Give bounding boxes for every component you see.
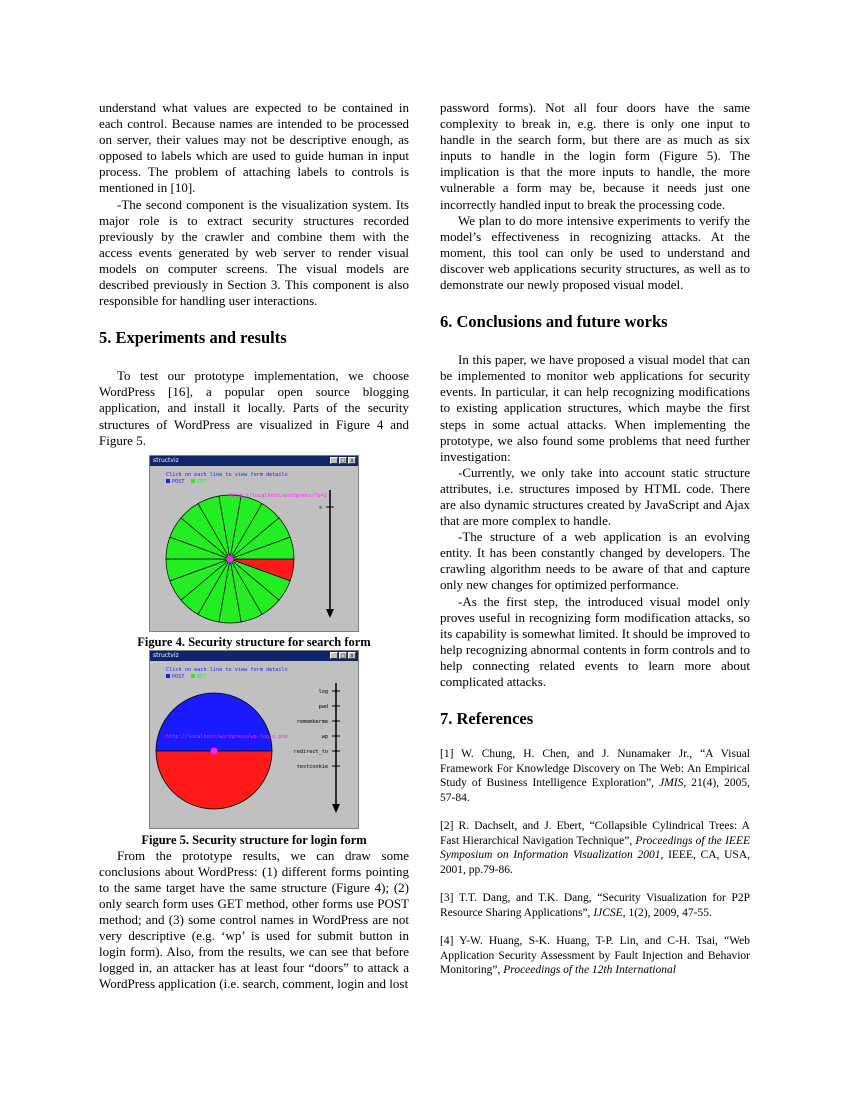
reference-venue: JMIS: [659, 777, 684, 790]
reference-text: [440, 819, 750, 877]
reference-text: [440, 934, 750, 978]
input-label: log: [318, 688, 328, 695]
post-legend-swatch: [166, 479, 170, 483]
get-legend-swatch: [191, 479, 195, 483]
figure-4: [99, 455, 409, 650]
form-hub[interactable]: [227, 555, 234, 562]
reference-text: [440, 891, 750, 920]
form-pie[interactable]: [156, 693, 272, 809]
reference-item: [440, 747, 750, 805]
input-label: testcookie: [296, 763, 328, 770]
paragraph: In this paper, we have proposed a visual model that can be implemented to monitor web applications for security events. In particular, it can help recognizing modifications to existing application structures, which maybe the first steps in some actual attacks. When implementing the prototype, we also found some problems that need further investigation:: [440, 352, 750, 464]
form-hub[interactable]: [211, 747, 218, 754]
reference-item: [440, 819, 750, 877]
paragraph: password forms). Not all four doors have the same complexity to break in, e.g. there is only one input to handle in the search form, but there are as much as six inputs to handle in the login form (Figure 5). The implication is that the more inputs to handle, the more vulnerable a form may be, because it needs just one incorrectly handled input to break the processing code.: [440, 100, 750, 212]
post-legend-label: POST: [172, 478, 185, 485]
reference-venue: Proceedings of the 12th International: [503, 964, 676, 977]
window-titlebar: [150, 456, 358, 466]
form-url: http://localhost/wordpress/wp-login.php: [166, 733, 288, 740]
security-structure-view[interactable]: [150, 661, 358, 823]
reference-body: [4] Y-W. Huang, S-K. Huang, T-P. Lin, and C-H. Tsai, “Web Application Security Assessment by Fault Injection and Behavior Monitoring”,: [440, 935, 750, 977]
reference-item: [440, 934, 750, 978]
reference-details: , 21(4), 2005, 57-84.: [440, 777, 750, 804]
hint-text: Click on each line to view form details: [166, 471, 288, 478]
reference-venue: Proceedings of the IEEE Symposium on Information Visualization 2001: [440, 834, 750, 862]
input-axis[interactable]: [319, 490, 334, 618]
get-legend-label: GET: [197, 673, 207, 680]
structviz-window-fig4: [149, 455, 359, 632]
paragraph: -The structure of a web application is an evolving entity. It has been constantly changed by developers. The crawling algorithm needs to be aware of that and capture only new changes for optimized performance.: [440, 529, 750, 593]
reference-venue: IJCSE: [593, 906, 623, 919]
reference-details: , 1(2), 2009, 47-55.: [622, 906, 712, 919]
form-pie[interactable]: [166, 495, 294, 623]
close-icon[interactable]: x: [348, 457, 356, 464]
section-heading-5: 5. Experiments and results: [99, 328, 287, 348]
section-heading-7: 7. References: [440, 709, 534, 729]
maximize-icon[interactable]: □: [340, 457, 346, 464]
reference-body: [2] R. Dachselt, and J. Ebert, “Collapsible Cylindrical Trees: A Fast Hierarchical Navigation Technique”,: [440, 820, 750, 847]
post-legend-swatch: [166, 674, 170, 678]
reference-item: [440, 891, 750, 920]
get-legend-label: GET: [197, 478, 207, 485]
input-label: rememberme: [296, 718, 328, 725]
minimize-icon[interactable]: _: [330, 652, 338, 659]
paragraph: From the prototype results, we can draw some conclusions about WordPress: (1) different forms pointing to the same target have the same structure (Figure 4); (2) only search form uses GET method, other forms use POST method; and (3) some control names in WordPress are not very descriptive (e.g. ‘wp’ is used for submit button in login form). Also, from the results, we can see that before logged in, an attacker has at least four “doors” to attack a WordPress application (i.e. search, comment, login and lost: [99, 847, 409, 992]
get-legend-swatch: [191, 674, 195, 678]
minimize-icon[interactable]: _: [330, 457, 338, 464]
window-title: structviz: [153, 456, 179, 464]
axis-arrow[interactable]: [332, 804, 340, 813]
section-heading-6: 6. Conclusions and future works: [440, 312, 668, 332]
right-column: [440, 100, 750, 992]
paragraph: -Currently, we only take into account static structure attributes, i.e. structures imposed by HTML code. There are also dynamic structures created by JavaScript and Ajax that are more complex to handle.: [440, 464, 750, 529]
input-label: s: [318, 504, 322, 511]
paragraph: To test our prototype implementation, we choose WordPress [16], a popular open source blogging application, and install it locally. Parts of the security structures of WordPress are visualized in Figure 4 and Figure 5.: [99, 368, 409, 448]
reference-text: [440, 747, 750, 805]
input-label: pwd: [318, 703, 328, 710]
form-wedge[interactable]: [156, 751, 272, 809]
figure-5: [99, 650, 409, 848]
hint-text: Click on each line to view form details: [166, 666, 288, 673]
axis-arrow[interactable]: [326, 609, 334, 618]
input-axis[interactable]: [294, 683, 340, 813]
security-structure-view[interactable]: [150, 466, 358, 626]
input-label: wp: [321, 733, 328, 740]
reference-body: [1] W. Chung, H. Chen, and J. Nunamaker Jr., “A Visual Framework For Knowledge Discovery on The Web: An Empirical Study of Business Intelligence Exploration”,: [440, 748, 750, 790]
maximize-icon[interactable]: □: [340, 652, 346, 659]
form-url: http://localhost/wordpress/?p=2: [230, 492, 327, 499]
left-column: [99, 100, 409, 993]
paragraph: We plan to do more intensive experiments to verify the model’s effectiveness in recognizing attacks. At the moment, this tool can only be used to understand and discover web applications security structures, as well as to demonstrate our newly proposed visual model.: [440, 212, 750, 293]
structviz-window-fig5: [149, 650, 359, 829]
form-wedge[interactable]: [156, 693, 272, 751]
paragraph: -As the first step, the introduced visual model only proves useful in recognizing form modification attacks, so its capability is somewhat limited. It should be improved to help recognizing abnormal contents in form controls and to help connecting related events to learn more about complicated attacks.: [440, 593, 750, 689]
reference-body: [3] T.T. Dang, and T.K. Dang, “Security Visualization for P2P Resource Sharing Applications”,: [440, 892, 750, 919]
figure-4-caption: Figure 4. Security structure for search form: [137, 634, 371, 649]
window-titlebar: [150, 651, 358, 661]
reference-details: , IEEE, CA, USA, 2001, pp.79-86.: [440, 849, 750, 876]
paragraph: -The second component is the visualization system. Its major role is to extract security structures recorded previously by the crawler and combine them with the access events generated by web server to render visual models on computer screens. The visual models are described previously in Section 3. This component is also responsible for handling user interactions.: [99, 196, 409, 309]
close-icon[interactable]: x: [348, 652, 356, 659]
paragraph: understand what values are expected to be contained in each control. Because names are intended to be processed on server, their values may not be descriptive enough, as opposed to labels which are used to guide human in input process. The problem of attaching labels to controls is mentioned in [10].: [99, 100, 409, 196]
input-label: redirect_to: [293, 748, 328, 755]
window-title: structviz: [153, 651, 179, 659]
reference-list: [440, 747, 750, 978]
post-legend-label: POST: [172, 673, 185, 680]
figure-5-caption: Figure 5. Security structure for login form: [141, 832, 367, 847]
